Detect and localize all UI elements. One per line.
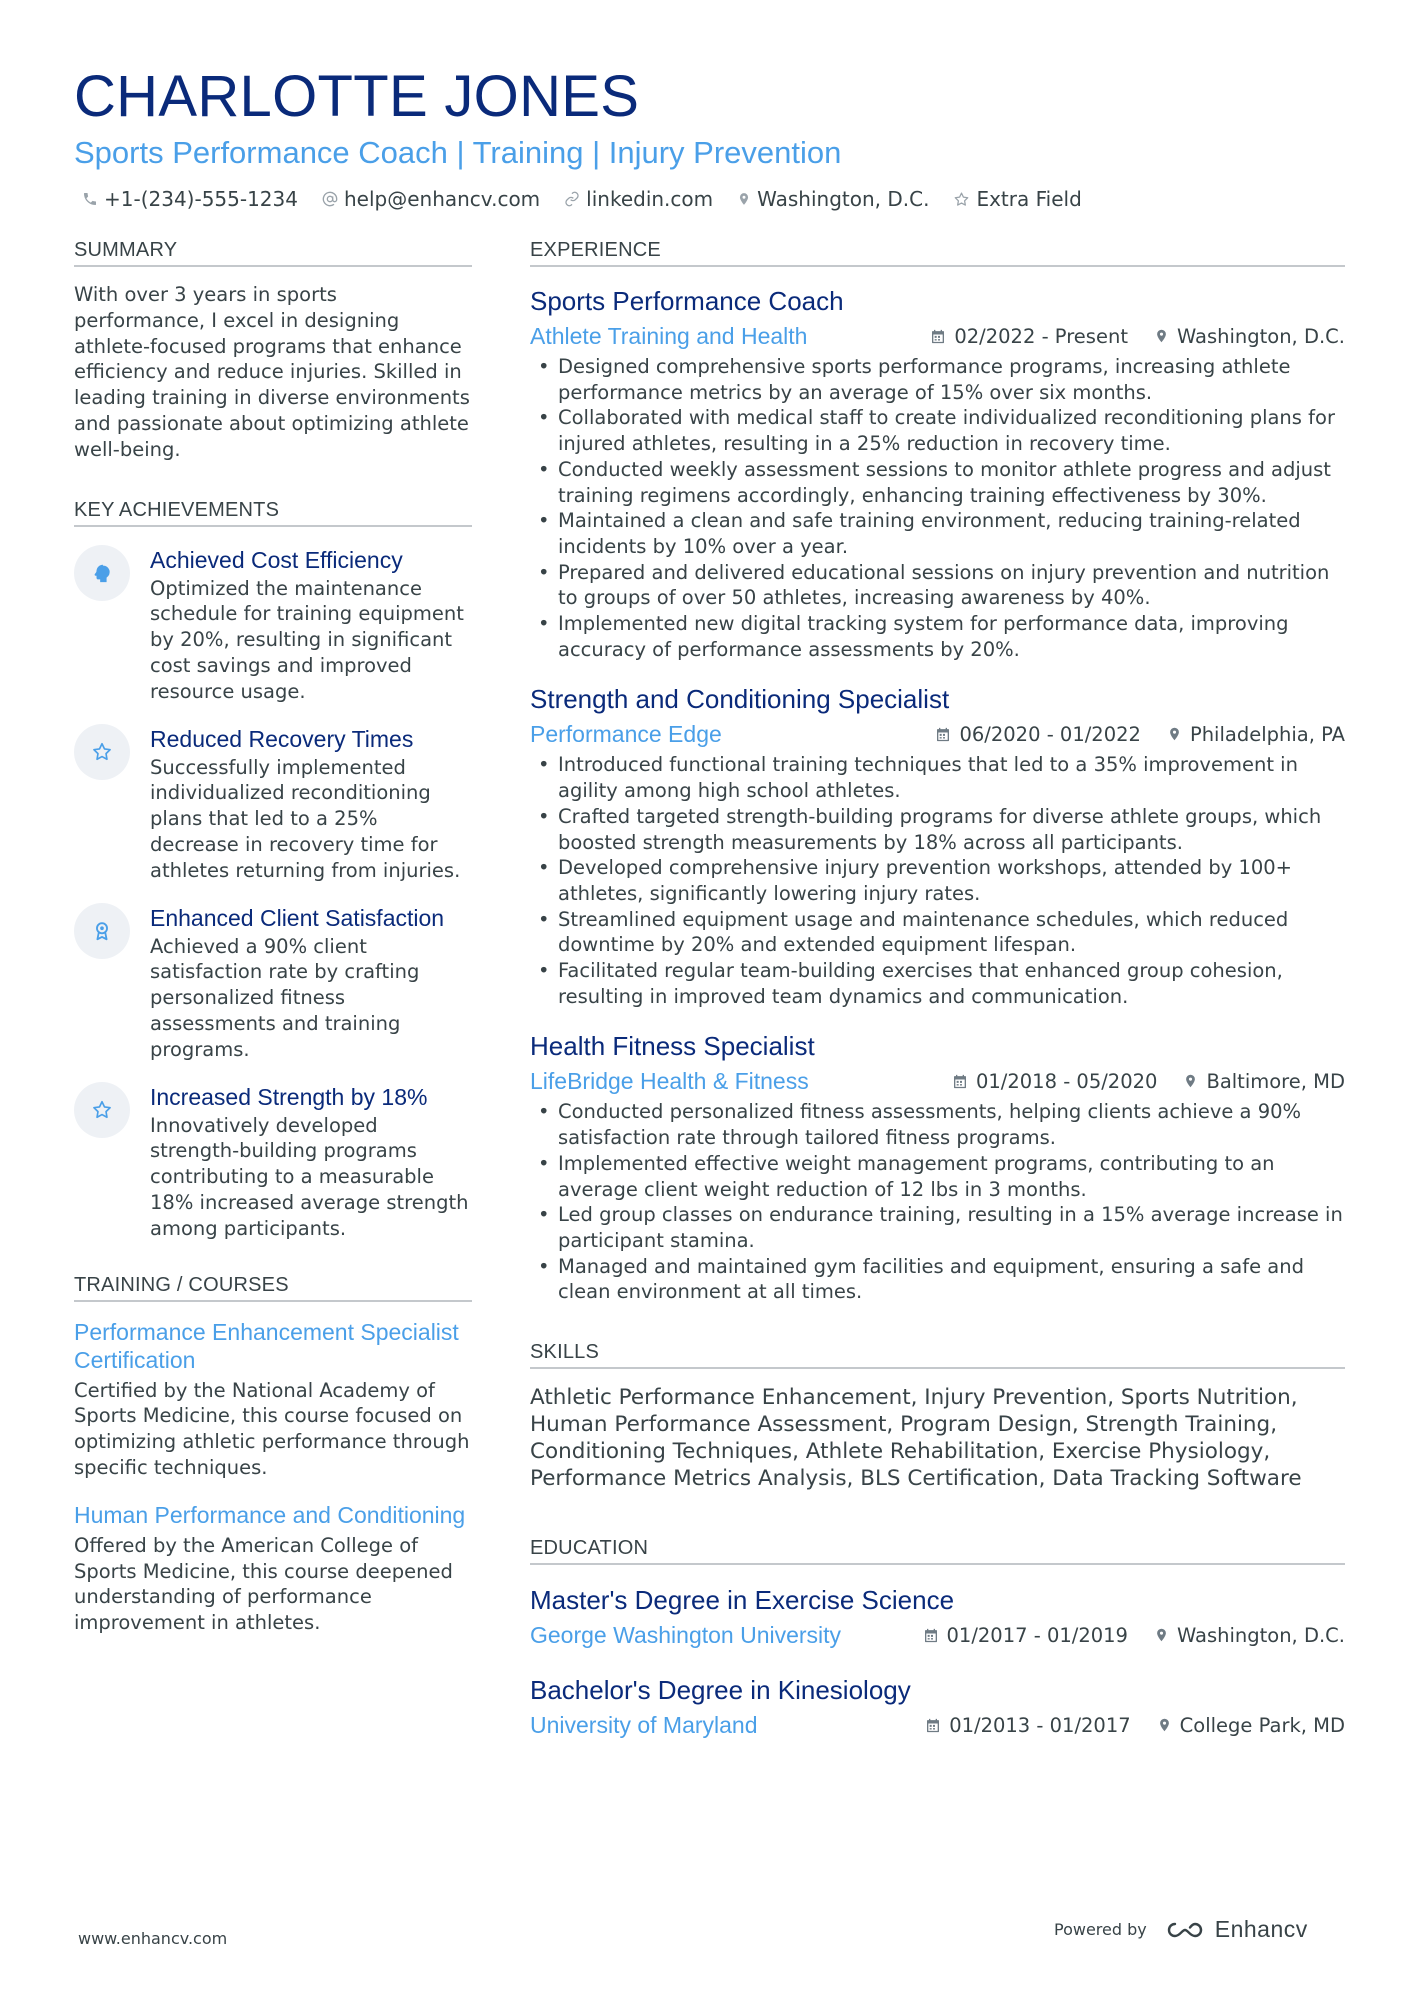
contact-location xyxy=(737,187,929,211)
contact-linkedin[interactable] xyxy=(564,187,713,211)
candidate-name: CHARLOTTE JONES xyxy=(74,64,640,129)
achievement-title: Reduced Recovery Times xyxy=(150,725,414,752)
job-bullet: • Introduced functional training techniques that led to a 35% improvement in agility among high school athletes. xyxy=(530,752,1345,803)
achievements-heading: KEY ACHIEVEMENTS xyxy=(74,496,472,527)
job-location: Philadelphia, PA xyxy=(1189,722,1345,746)
achievement-desc: Optimized the maintenance schedule for training equipment by 20%, resulting in significant cost savings and improved resource usage. xyxy=(150,576,464,703)
job-title: Health Fitness Specialist xyxy=(530,1031,815,1062)
right-column xyxy=(530,236,1345,1741)
contact-email-text: help@enhancv.com xyxy=(343,187,541,211)
skills-section xyxy=(530,1338,1345,1492)
contact-linkedin-text: linkedin.com xyxy=(586,187,714,211)
job-bullets xyxy=(530,354,1345,662)
achievements-section xyxy=(74,496,472,1242)
achievement-desc: Successfully implemented individualized reconditioning plans that led to a 25% decrease in recovery time for athletes returning from injuries. xyxy=(150,755,461,882)
achievement-item xyxy=(74,545,472,705)
footer-website[interactable]: www.enhancv.com xyxy=(78,1929,228,1948)
location-icon xyxy=(1154,1626,1169,1644)
job-dates: 06/2020 - 01/2022 xyxy=(959,722,1141,746)
contact-phone[interactable] xyxy=(82,187,298,211)
job-bullet: • Developed comprehensive injury prevention workshops, attended by 100+ athletes, significantly lowering injury rates. xyxy=(530,855,1345,906)
school-name: University of Maryland xyxy=(530,1711,758,1738)
job-bullet: • Crafted targeted strength-building programs for diverse athlete groups, which boosted strength measurements by 18% across all participants. xyxy=(530,804,1345,855)
powered-by-label: Powered by xyxy=(1054,1920,1147,1939)
location-icon xyxy=(1183,1072,1198,1090)
achievement-item xyxy=(74,903,472,1063)
location-icon xyxy=(1154,327,1169,345)
achievement-item xyxy=(74,1082,472,1242)
course-title: Human Performance and Conditioning xyxy=(74,1501,466,1528)
candidate-title: Sports Performance Coach | Training | Injury Prevention xyxy=(74,135,842,170)
training-section xyxy=(74,1271,472,1636)
award-icon xyxy=(74,903,130,959)
job-meta xyxy=(530,320,1345,352)
resume-header xyxy=(74,62,1344,211)
calendar-icon xyxy=(952,1073,968,1090)
contact-phone-text: +1-(234)-555-1234 xyxy=(104,187,298,211)
education-location: College Park, MD xyxy=(1179,1713,1345,1737)
job-bullet: • Conducted weekly assessment sessions to monitor athlete progress and adjust training regimens accordingly, enhancing training effectiveness by 30%. xyxy=(530,457,1345,508)
star-icon xyxy=(74,724,130,780)
job-company: LifeBridge Health & Fitness xyxy=(530,1067,809,1094)
education-heading: EDUCATION xyxy=(530,1534,1345,1565)
brand-name: Enhancv xyxy=(1214,1916,1308,1942)
phone-icon xyxy=(82,191,98,207)
job-entry xyxy=(530,284,1345,662)
location-icon xyxy=(737,191,751,207)
job-entry xyxy=(530,1029,1345,1305)
calendar-icon xyxy=(923,1627,939,1644)
calendar-icon xyxy=(925,1717,941,1734)
star-icon xyxy=(74,1082,130,1138)
education-dates: 01/2013 - 01/2017 xyxy=(949,1713,1131,1737)
job-meta xyxy=(530,1065,1345,1097)
achievement-item xyxy=(74,724,472,884)
contact-extra-text: Extra Field xyxy=(976,187,1082,211)
achievement-desc: Innovatively developed strength-building programs contributing to a measurable 18% increased average strength among participants. xyxy=(150,1113,469,1240)
achievement-title: Increased Strength by 18% xyxy=(150,1083,428,1110)
at-icon xyxy=(322,191,338,207)
school-name: George Washington University xyxy=(530,1621,842,1648)
experience-section xyxy=(530,236,1345,1305)
course-item xyxy=(74,1501,472,1636)
education-entry xyxy=(530,1673,1345,1741)
education-meta xyxy=(530,1709,1345,1741)
course-title: Performance Enhancement Specialist Certification xyxy=(74,1318,459,1373)
achievement-title: Enhanced Client Satisfaction xyxy=(150,904,445,931)
location-icon xyxy=(1157,1716,1172,1734)
brain-icon xyxy=(74,545,130,601)
job-bullet: • Facilitated regular team-building exercises that enhanced group cohesion, resulting in improved team dynamics and communication. xyxy=(530,958,1345,1009)
education-entry xyxy=(530,1583,1345,1651)
contact-bar xyxy=(74,187,1344,211)
summary-heading: SUMMARY xyxy=(74,236,472,267)
job-bullet: • Maintained a clean and safe training environment, reducing training-related incidents by 10% over a year. xyxy=(530,508,1345,559)
education-section xyxy=(530,1534,1345,1741)
education-meta xyxy=(530,1619,1345,1651)
calendar-icon xyxy=(930,328,946,345)
infinity-icon xyxy=(1163,1918,1207,1942)
job-company: Athlete Training and Health xyxy=(530,322,808,349)
degree-title: Bachelor's Degree in Kinesiology xyxy=(530,1675,911,1706)
location-icon xyxy=(1167,725,1182,743)
job-title: Sports Performance Coach xyxy=(530,286,844,316)
job-bullet: • Collaborated with medical staff to create individualized reconditioning plans for injured athletes, resulting in a 25% reduction in recovery time. xyxy=(530,405,1345,456)
education-dates: 01/2017 - 01/2019 xyxy=(946,1623,1128,1647)
course-desc: Offered by the American College of Sports Medicine, this course deepened understanding of performance improvement in athletes. xyxy=(74,1533,453,1635)
job-location: Baltimore, MD xyxy=(1206,1069,1345,1093)
skills-heading: SKILLS xyxy=(530,1338,1345,1369)
job-dates: 02/2022 - Present xyxy=(954,324,1128,348)
enhancv-logo[interactable] xyxy=(1163,1916,1308,1943)
job-dates: 01/2018 - 05/2020 xyxy=(975,1069,1158,1093)
achievement-title: Achieved Cost Efficiency xyxy=(150,546,403,573)
job-bullet: • Streamlined equipment usage and maintenance schedules, which reduced downtime by 20% and extended equipment lifespan. xyxy=(530,907,1345,958)
course-desc: Certified by the National Academy of Sports Medicine, this course focused on optimizing athletic performance through specific techniques. xyxy=(74,1378,470,1479)
job-bullet: • Conducted personalized fitness assessments, helping clients achieve a 90% satisfaction rate through tailored fitness programs. xyxy=(530,1099,1345,1150)
link-icon xyxy=(564,191,580,207)
job-bullet: • Prepared and delivered educational sessions on injury prevention and nutrition to groups of over 50 athletes, increasing awareness by 40%. xyxy=(530,560,1345,611)
education-location: Washington, D.C. xyxy=(1176,1623,1345,1647)
job-entry xyxy=(530,682,1345,1009)
job-bullet: • Managed and maintained gym facilities and equipment, ensuring a safe and clean environment at all times. xyxy=(530,1254,1345,1305)
achievement-desc: Achieved a 90% client satisfaction rate by crafting personalized fitness assessments and training programs. xyxy=(150,934,420,1061)
job-bullets xyxy=(530,1099,1345,1305)
degree-title: Master's Degree in Exercise Science xyxy=(530,1585,955,1616)
contact-extra xyxy=(953,187,1081,211)
job-title: Strength and Conditioning Specialist xyxy=(530,684,950,715)
job-bullet: • Led group classes on endurance training, resulting in a 15% average increase in participant stamina. xyxy=(530,1202,1345,1253)
star-icon xyxy=(953,191,970,208)
job-bullets xyxy=(530,752,1345,1009)
job-bullet: • Designed comprehensive sports performance programs, increasing athlete performance metrics by an average of 15% over six months. xyxy=(530,354,1345,405)
job-company: Performance Edge xyxy=(530,720,722,747)
job-meta xyxy=(530,718,1345,750)
contact-email[interactable] xyxy=(322,187,540,211)
experience-heading: EXPERIENCE xyxy=(530,236,1345,267)
training-heading: TRAINING / COURSES xyxy=(74,1271,472,1302)
job-bullet: • Implemented effective weight management programs, contributing to an average client weight reduction of 12 lbs in 3 months. xyxy=(530,1151,1345,1202)
job-location: Washington, D.C. xyxy=(1176,324,1345,348)
contact-location-text: Washington, D.C. xyxy=(757,187,930,211)
calendar-icon xyxy=(935,726,951,743)
summary-text: With over 3 years in sports performance, I excel in designing athlete-focused programs that enhance efficiency and reduce injuries. Skilled in leading training in diverse environments and passionate about optimizing athlete well-being. xyxy=(74,283,470,461)
summary-section xyxy=(74,236,472,463)
course-item xyxy=(74,1318,472,1481)
skills-text: Athletic Performance Enhancement, Injury Prevention, Sports Nutrition, Human Performance Assessment, Program Design, Strength Training, Conditioning Techniques, Athlete Rehabilitation, Exercise Physiology, Performance Metrics Analysis, BLS Certification, Data Tracking Software xyxy=(530,1385,1302,1492)
left-column xyxy=(74,236,472,1636)
footer-branding xyxy=(1054,1916,1308,1943)
job-bullet: • Implemented new digital tracking system for performance data, improving accuracy of performance assessments by 20%. xyxy=(530,611,1345,662)
